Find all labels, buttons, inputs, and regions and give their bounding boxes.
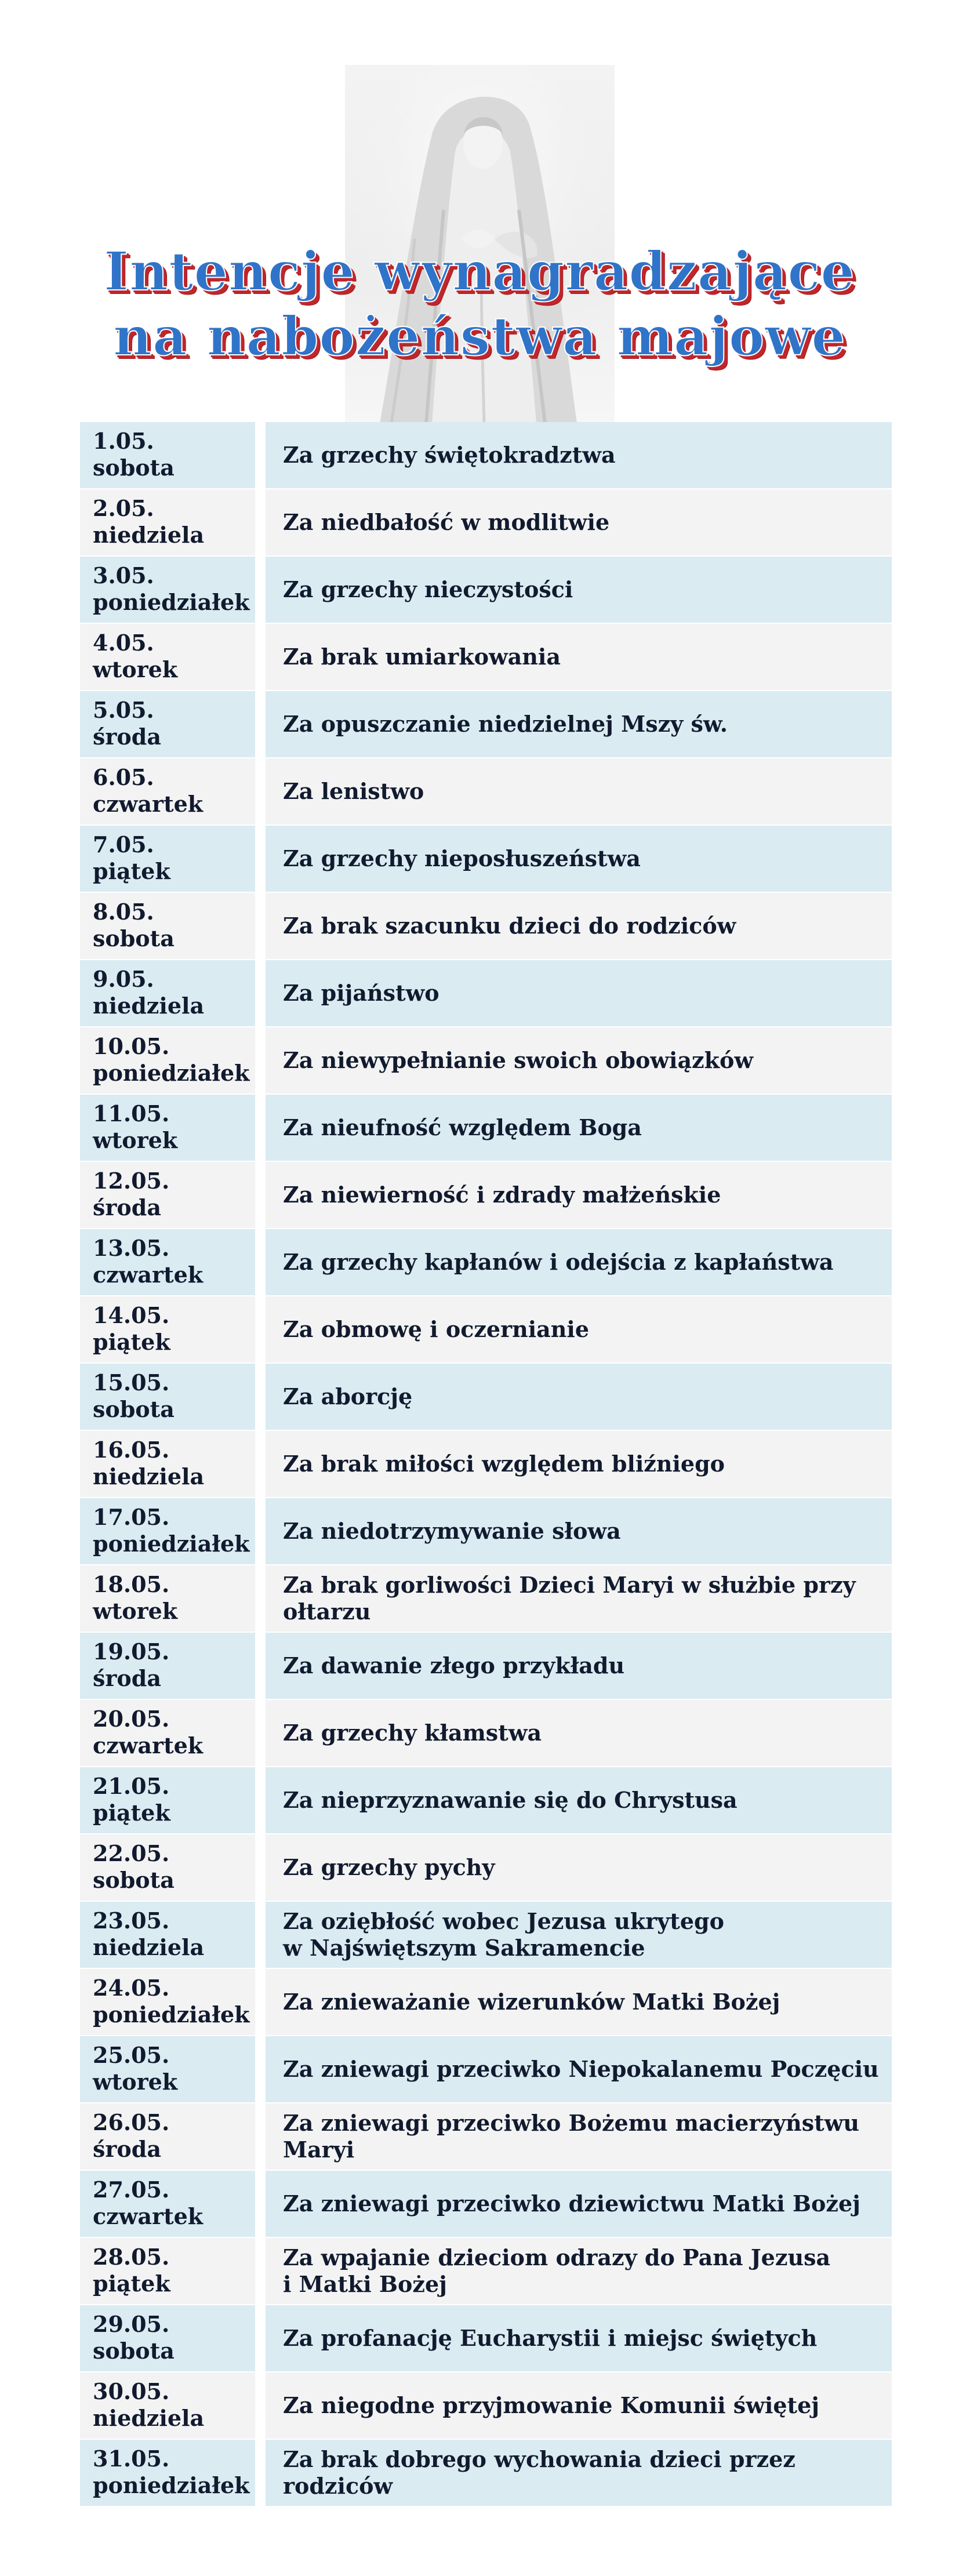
weekday-value: czwartek xyxy=(93,791,204,817)
date-cell xyxy=(80,422,255,488)
date-cell xyxy=(80,2036,255,2102)
table-row xyxy=(80,489,892,557)
table-row xyxy=(80,1700,892,1767)
date-value: 1.05. xyxy=(93,428,154,454)
column-divider xyxy=(255,2171,266,2238)
column-divider xyxy=(255,893,266,960)
column-divider xyxy=(255,826,266,893)
weekday-value: poniedziałek xyxy=(93,1060,250,1086)
intention-cell xyxy=(266,1296,892,1363)
intention-text: Za aborcję xyxy=(283,1383,413,1409)
date-value: 27.05. xyxy=(93,2177,170,2203)
weekday-value: piątek xyxy=(93,1800,170,1826)
intention-text: Za brak miłości względem bliźniego xyxy=(283,1451,725,1477)
intention-text: Za grzechy nieposłuszeństwa xyxy=(283,845,641,871)
table-row xyxy=(80,1027,892,1095)
date-cell xyxy=(80,2171,255,2237)
date-cell xyxy=(80,1565,255,1632)
table-row xyxy=(80,2372,892,2440)
table-row xyxy=(80,1162,892,1229)
column-divider xyxy=(255,2440,266,2507)
weekday-value: niedziela xyxy=(93,993,205,1019)
intention-cell xyxy=(266,1364,892,1430)
column-divider xyxy=(255,1767,266,1834)
table-row xyxy=(80,2103,892,2171)
date-value: 10.05. xyxy=(93,1033,170,1059)
intention-cell xyxy=(266,2305,892,2371)
intention-cell xyxy=(266,826,892,892)
intention-text: Za zniewagi przeciwko Bożemu macierzyństwu Maryi xyxy=(283,2110,859,2163)
intention-text: Za nieprzyznawanie się do Chrystusa xyxy=(283,1787,738,1813)
intention-cell xyxy=(266,1633,892,1699)
date-cell xyxy=(80,557,255,623)
intention-text: Za opuszczanie niedzielnej Mszy św. xyxy=(283,711,728,737)
weekday-value: poniedziałek xyxy=(93,1531,250,1557)
table-row xyxy=(80,1296,892,1364)
date-value: 16.05. xyxy=(93,1437,170,1463)
date-value: 23.05. xyxy=(93,1908,170,1934)
table-row xyxy=(80,2238,892,2305)
date-cell xyxy=(80,1229,255,1295)
date-cell xyxy=(80,1095,255,1161)
weekday-value: środa xyxy=(93,724,161,750)
intention-text: Za grzechy pychy xyxy=(283,1854,495,1880)
intention-text: Za zniewagi przeciwko dziewictwu Matki Bożej xyxy=(283,2190,860,2217)
table-row xyxy=(80,2305,892,2372)
table-row xyxy=(80,1498,892,1565)
column-divider xyxy=(255,1296,266,1364)
date-value: 24.05. xyxy=(93,1975,170,2001)
column-divider xyxy=(255,1969,266,2036)
intention-text: Za niewypełnianie swoich obowiązków xyxy=(283,1047,754,1073)
weekday-value: poniedziałek xyxy=(93,2472,250,2498)
date-value: 18.05. xyxy=(93,1571,170,1597)
column-divider xyxy=(255,2036,266,2103)
weekday-value: niedziela xyxy=(93,1934,205,1960)
date-cell xyxy=(80,1162,255,1228)
intention-text: Za znieważanie wizerunków Matki Bożej xyxy=(283,1989,780,2015)
date-value: 7.05. xyxy=(93,831,154,858)
date-cell xyxy=(80,826,255,892)
intention-text: Za grzechy świętokradztwa xyxy=(283,442,616,468)
intention-text: Za grzechy kłamstwa xyxy=(283,1720,542,1746)
date-cell xyxy=(80,960,255,1026)
date-value: 30.05. xyxy=(93,2378,170,2404)
date-cell xyxy=(80,2238,255,2304)
weekday-value: środa xyxy=(93,1194,161,1220)
date-value: 5.05. xyxy=(93,697,154,723)
weekday-value: niedziela xyxy=(93,1463,205,1489)
date-value: 2.05. xyxy=(93,495,154,521)
column-divider xyxy=(255,960,266,1027)
table-row xyxy=(80,1364,892,1431)
intention-text: Za oziębłość wobec Jezusa ukrytego w Najświętszym Sakramencie xyxy=(283,1908,724,1961)
weekday-value: czwartek xyxy=(93,1262,204,1288)
date-value: 8.05. xyxy=(93,899,154,925)
date-cell xyxy=(80,1902,255,1968)
table-row xyxy=(80,1431,892,1498)
column-divider xyxy=(255,1834,266,1902)
date-cell xyxy=(80,2372,255,2439)
intention-cell xyxy=(266,1902,892,1968)
table-row xyxy=(80,1902,892,1969)
intention-cell xyxy=(266,1565,892,1632)
date-cell xyxy=(80,758,255,824)
column-divider xyxy=(255,624,266,691)
column-divider xyxy=(255,422,266,489)
weekday-value: środa xyxy=(93,1665,161,1691)
intention-text: Za niegodne przyjmowanie Komunii świętej xyxy=(283,2392,820,2418)
date-value: 12.05. xyxy=(93,1168,170,1194)
weekday-value: niedziela xyxy=(93,522,205,548)
table-row xyxy=(80,557,892,624)
weekday-value: sobota xyxy=(93,1396,175,1422)
date-value: 9.05. xyxy=(93,966,154,992)
date-value: 21.05. xyxy=(93,1773,170,1799)
date-value: 4.05. xyxy=(93,630,154,656)
date-value: 13.05. xyxy=(93,1235,170,1261)
weekday-value: sobota xyxy=(93,455,175,481)
weekday-value: wtorek xyxy=(93,1598,178,1624)
intention-cell xyxy=(266,960,892,1026)
intention-cell xyxy=(266,2372,892,2439)
weekday-value: sobota xyxy=(93,1867,175,1893)
table-row xyxy=(80,1767,892,1834)
intention-cell xyxy=(266,1095,892,1161)
intention-text: Za dawanie złego przykładu xyxy=(283,1652,625,1678)
date-value: 6.05. xyxy=(93,764,154,790)
table-row xyxy=(80,1565,892,1633)
weekday-value: niedziela xyxy=(93,2405,205,2431)
column-divider xyxy=(255,1364,266,1431)
table-row xyxy=(80,2440,892,2507)
intention-cell xyxy=(266,893,892,959)
intention-cell xyxy=(266,1498,892,1564)
intention-text: Za brak gorliwości Dzieci Maryi w służbie przy ołtarzu xyxy=(283,1572,856,1625)
intention-cell xyxy=(266,1969,892,2035)
intention-text: Za lenistwo xyxy=(283,778,424,804)
date-cell xyxy=(80,2305,255,2371)
date-cell xyxy=(80,1027,255,1093)
date-value: 25.05. xyxy=(93,2042,170,2068)
date-value: 11.05. xyxy=(93,1100,170,1127)
weekday-value: sobota xyxy=(93,925,175,951)
intention-cell xyxy=(266,2171,892,2237)
date-value: 28.05. xyxy=(93,2244,170,2270)
intention-text: Za niedotrzymywanie słowa xyxy=(283,1518,621,1544)
intention-cell xyxy=(266,489,892,555)
table-row xyxy=(80,893,892,960)
date-cell xyxy=(80,624,255,690)
weekday-value: poniedziałek xyxy=(93,2001,250,2028)
table-row xyxy=(80,422,892,489)
intention-cell xyxy=(266,2440,892,2506)
table-row xyxy=(80,826,892,893)
column-divider xyxy=(255,1095,266,1162)
table-row xyxy=(80,758,892,826)
table-row xyxy=(80,691,892,758)
intention-cell xyxy=(266,1431,892,1497)
column-divider xyxy=(255,758,266,826)
column-divider xyxy=(255,1498,266,1565)
intention-cell xyxy=(266,2036,892,2102)
date-value: 15.05. xyxy=(93,1369,170,1396)
intention-cell xyxy=(266,1027,892,1093)
intention-text: Za obmowę i oczernianie xyxy=(283,1316,590,1342)
date-cell xyxy=(80,1969,255,2035)
date-value: 26.05. xyxy=(93,2109,170,2135)
intention-cell xyxy=(266,2238,892,2304)
page-title-line-1: Intencje wynagradzające xyxy=(104,240,855,303)
intention-cell xyxy=(266,1834,892,1901)
date-value: 3.05. xyxy=(93,562,154,588)
table-row xyxy=(80,1633,892,1700)
column-divider xyxy=(255,2372,266,2440)
date-value: 31.05. xyxy=(93,2446,170,2472)
intention-text: Za brak dobrego wychowania dzieci przez rodziców xyxy=(283,2446,795,2499)
date-value: 29.05. xyxy=(93,2311,170,2337)
column-divider xyxy=(255,1700,266,1767)
column-divider xyxy=(255,1565,266,1633)
intention-text: Za wpajanie dzieciom odrazy do Pana Jezusa i Matki Bożej xyxy=(283,2244,831,2297)
column-divider xyxy=(255,1431,266,1498)
intention-text: Za grzechy kapłanów i odejścia z kapłaństwa xyxy=(283,1249,834,1275)
date-cell xyxy=(80,691,255,757)
intention-cell xyxy=(266,422,892,488)
date-cell xyxy=(80,1767,255,1833)
intention-text: Za niedbałość w modlitwie xyxy=(283,509,610,535)
table-row xyxy=(80,1229,892,1296)
column-divider xyxy=(255,2103,266,2171)
date-value: 19.05. xyxy=(93,1638,170,1665)
weekday-value: czwartek xyxy=(93,2203,204,2229)
intention-cell xyxy=(266,691,892,757)
intention-text: Za grzechy nieczystości xyxy=(283,576,573,602)
column-divider xyxy=(255,1229,266,1296)
date-value: 20.05. xyxy=(93,1706,170,1732)
intention-cell xyxy=(266,624,892,690)
intention-cell xyxy=(266,758,892,824)
date-cell xyxy=(80,2440,255,2506)
table-row xyxy=(80,1834,892,1902)
weekday-value: piątek xyxy=(93,2270,170,2297)
intentions-table xyxy=(80,422,892,2507)
column-divider xyxy=(255,557,266,624)
intention-cell xyxy=(266,1767,892,1833)
date-cell xyxy=(80,893,255,959)
date-value: 14.05. xyxy=(93,1302,170,1328)
column-divider xyxy=(255,2305,266,2372)
column-divider xyxy=(255,1633,266,1700)
date-cell xyxy=(80,1431,255,1497)
column-divider xyxy=(255,1162,266,1229)
date-cell xyxy=(80,1700,255,1766)
weekday-value: sobota xyxy=(93,2338,175,2364)
intention-cell xyxy=(266,1700,892,1766)
intention-text: Za brak szacunku dzieci do rodziców xyxy=(283,913,736,939)
column-divider xyxy=(255,2238,266,2305)
intention-text: Za zniewagi przeciwko Niepokalanemu Poczęciu xyxy=(283,2056,879,2082)
weekday-value: wtorek xyxy=(93,2069,178,2095)
table-row xyxy=(80,624,892,691)
intention-text: Za niewierność i zdrady małżeńskie xyxy=(283,1182,721,1208)
intention-cell xyxy=(266,1229,892,1295)
table-row xyxy=(80,1969,892,2036)
column-divider xyxy=(255,691,266,758)
date-cell xyxy=(80,1633,255,1699)
intention-text: Za brak umiarkowania xyxy=(283,644,561,670)
date-cell xyxy=(80,1296,255,1363)
intention-text: Za profanację Eucharystii i miejsc świętych xyxy=(283,2325,818,2351)
date-cell xyxy=(80,1834,255,1901)
column-divider xyxy=(255,489,266,557)
weekday-value: czwartek xyxy=(93,1732,204,1758)
weekday-value: piątek xyxy=(93,1329,170,1355)
date-cell xyxy=(80,1498,255,1564)
date-cell xyxy=(80,489,255,555)
intention-cell xyxy=(266,1162,892,1228)
table-row xyxy=(80,2036,892,2103)
date-value: 22.05. xyxy=(93,1840,170,1866)
date-cell xyxy=(80,2103,255,2170)
weekday-value: wtorek xyxy=(93,656,178,682)
intention-text: Za pijaństwo xyxy=(283,980,439,1006)
table-row xyxy=(80,2171,892,2238)
table-row xyxy=(80,1095,892,1162)
weekday-value: środa xyxy=(93,2136,161,2162)
date-cell xyxy=(80,1364,255,1430)
intention-cell xyxy=(266,2103,892,2170)
column-divider xyxy=(255,1902,266,1969)
weekday-value: piątek xyxy=(93,858,170,884)
weekday-value: wtorek xyxy=(93,1127,178,1153)
intention-cell xyxy=(266,557,892,623)
table-row xyxy=(80,960,892,1027)
date-value: 17.05. xyxy=(93,1504,170,1530)
page-title-line-2: na nabożeństwa majowe xyxy=(113,305,846,368)
column-divider xyxy=(255,1027,266,1095)
intention-text: Za nieufność względem Boga xyxy=(283,1114,642,1140)
weekday-value: poniedziałek xyxy=(93,589,250,615)
